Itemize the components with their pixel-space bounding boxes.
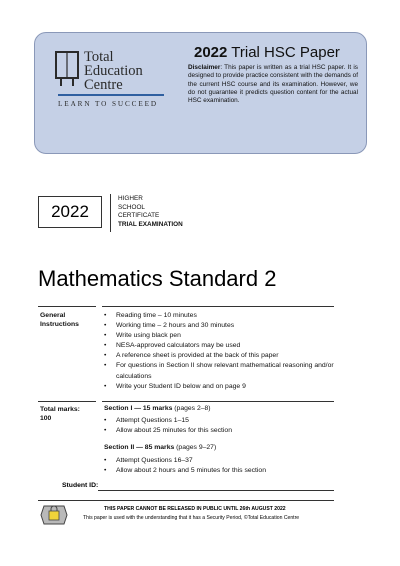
section-1-pages: (pages 2–8) [172, 405, 211, 412]
student-id-field[interactable] [98, 490, 334, 491]
section-2-list [104, 456, 336, 476]
list-item: • Allow about 2 hours and 5 minutes for this section [104, 466, 336, 476]
disclaimer-text [188, 64, 358, 105]
footer-divider [38, 500, 334, 501]
disclaimer-label: Disclaimer [188, 64, 221, 71]
hsc-label [118, 195, 183, 229]
section-2-pages: (pages 9–27) [174, 444, 217, 451]
list-item: • NESA-approved calculators may be used [104, 341, 336, 351]
list-item: • Allow about 25 minutes for this section [104, 426, 336, 436]
label-line: Instructions [40, 321, 79, 328]
logo-line-centre: Centre [84, 77, 123, 93]
trial-paper-title [194, 44, 340, 61]
logo-line-total: Total [84, 49, 114, 65]
book-icon [54, 48, 84, 86]
trial-title-text: Trial HSC Paper [227, 44, 340, 61]
list-item: • Working time – 2 hours and 30 minutes [104, 321, 336, 331]
total-marks-label [40, 405, 80, 423]
list-item: • Reading time – 10 minutes [104, 311, 336, 321]
logo-tagline: LEARN TO SUCCEED [58, 100, 159, 108]
trial-title-year: 2022 [194, 44, 228, 61]
section-2-title: Section II — 85 marks [104, 444, 175, 451]
list-item: • Write using black pen [104, 331, 336, 341]
section-1-list [104, 416, 336, 436]
divider [38, 306, 96, 307]
subject-title: Mathematics Standard 2 [38, 266, 277, 291]
section-1-title: Section I — 15 marks [104, 405, 173, 412]
list-item: • Attempt Questions 1–15 [104, 416, 336, 426]
general-instructions-label [40, 311, 79, 329]
hsc-line-higher: HIGHER [118, 195, 143, 202]
list-item: • A reference sheet is provided at the back of this paper [104, 351, 336, 361]
list-item: • Attempt Questions 16–37 [104, 456, 336, 466]
label-line: General [40, 312, 66, 319]
hsc-line-certificate: CERTIFICATE [118, 212, 160, 220]
divider [102, 306, 334, 307]
divider [38, 401, 96, 402]
logo-line-education: Education [84, 63, 143, 79]
disclaimer-body: : This paper is written as a trial HSC paper. It is designed to provide practice consistent with the demands of the current HSC course and its examination. However, we do not guarantee it predicts question content for the actual HSC examination. [188, 64, 358, 105]
logo-divider [58, 94, 164, 96]
logo-wordmark [84, 50, 143, 92]
hsc-line-trial: TRIAL EXAMINATION [118, 220, 183, 228]
total-marks-value: 100 [40, 415, 52, 422]
year-separator [110, 194, 111, 232]
security-notice: This paper is used with the understanding that it has a Security Period, ©Total Education Centre [83, 515, 300, 521]
divider [102, 401, 334, 402]
release-notice: THIS PAPER CANNOT BE RELEASED IN PUBLIC UNTIL 26th AUGUST 2022 [104, 506, 286, 512]
list-item: • Write your Student ID below and on page 9 [104, 382, 336, 392]
general-instructions-list [104, 311, 336, 392]
list-item: • For questions in Section II show relevant mathematical reasoning and/or calculations [104, 361, 336, 381]
total-marks-text: Total marks: [40, 406, 80, 413]
student-id-label: Student ID: [62, 482, 99, 489]
exam-year-box: 2022 [38, 196, 102, 228]
hsc-line-school: SCHOOL [118, 203, 145, 211]
section-1-heading [104, 405, 211, 412]
section-2-heading [104, 444, 216, 451]
security-shield-icon [40, 505, 68, 525]
